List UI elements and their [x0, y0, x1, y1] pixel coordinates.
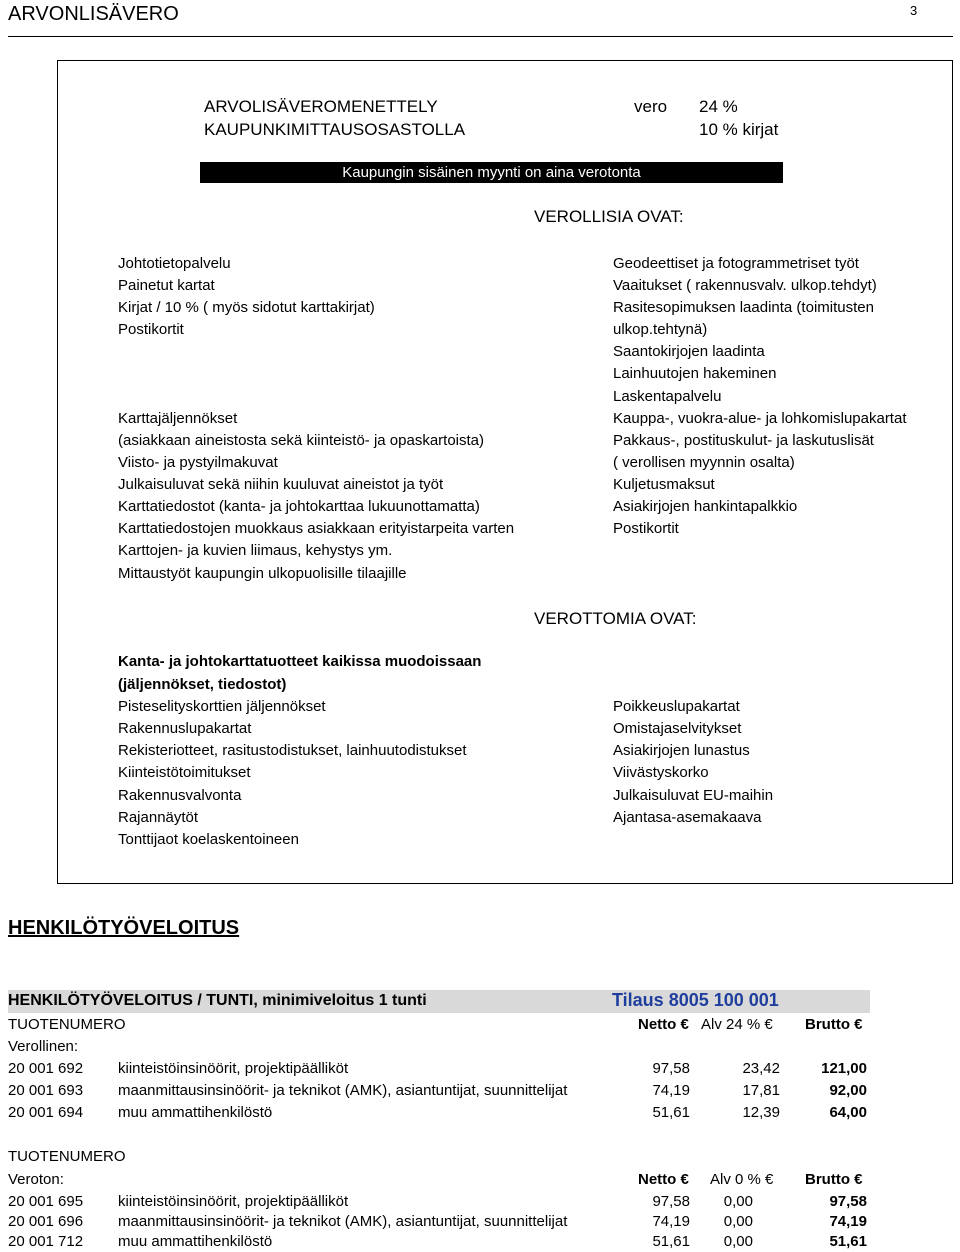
taxfree-heading: VEROTTOMIA OVAT: [534, 609, 697, 628]
row-desc: muu ammattihenkilöstö [118, 1105, 273, 1120]
taxable-left-item: Mittaustyöt kaupungin ulkopuolisille tilaajille [118, 565, 407, 582]
row-gross: 74,19 [829, 1213, 867, 1230]
internal-sales-banner: Kaupungin sisäinen myynti on aina verotonta [200, 162, 783, 183]
row-desc: muu ammattihenkilöstö [118, 1234, 273, 1249]
taxfree-bold-line-2: (jäljennökset, tiedostot) [118, 676, 287, 693]
taxable-left-item: Karttojen- ja kuvien liimaus, kehystys ym. [118, 542, 393, 559]
taxable-right-item: Saantokirjojen laadinta [613, 343, 765, 360]
taxable-right-item: Pakkaus-, postituskulut- ja laskutuslisät [613, 432, 874, 449]
row-net: 97,58 [652, 1193, 690, 1210]
taxfree-type-label: Veroton: [8, 1171, 64, 1188]
taxfree-right-item: Ajantasa-asemakaava [613, 809, 762, 826]
taxable-right-item: Laskentapalvelu [613, 388, 722, 405]
taxable-right-item: ulkop.tehtynä) [613, 321, 708, 338]
taxfree-left-item: Tonttijaot koelaskentoineen [118, 831, 299, 848]
row-code: 20 001 712 [8, 1233, 84, 1250]
taxable-right-item: Postikortit [613, 520, 679, 537]
taxable-left-item: Viisto- ja pystyilmakuvat [118, 454, 278, 471]
page-number: 3 [910, 3, 918, 18]
taxable-left-item: Postikortit [118, 321, 184, 338]
row-code: 20 001 692 [8, 1060, 84, 1077]
row-code: 20 001 694 [8, 1104, 84, 1121]
header-line-2: KAUPUNKIMITTAUSOSASTOLLA [204, 120, 466, 139]
row-gross: 64,00 [829, 1104, 867, 1121]
taxable-right-item: Vaaitukset ( rakennusvalv. ulkop.tehdyt) [613, 277, 877, 294]
price-table-title: HENKILÖTYÖVELOITUS / TUNTI, minimiveloitus 1 tunti [8, 992, 427, 1009]
taxfree-left-item: Pisteselityskorttien jäljennökset [118, 698, 326, 715]
row-net: 51,61 [652, 1104, 690, 1121]
taxable-heading: VEROLLISIA OVAT: [534, 207, 684, 226]
row-desc: kiinteistöinsinöörit, projektipäälliköt [118, 1194, 349, 1209]
col-vat-header: Alv 0 % € [710, 1171, 774, 1188]
taxable-left-item: Julkaisuluvat sekä niihin kuuluvat aineistot ja työt [118, 476, 444, 493]
taxable-left-item: Karttatiedostot (kanta- ja johtokarttaa lukuunottamatta) [118, 498, 480, 515]
taxable-right-item: Kuljetusmaksut [613, 476, 715, 493]
taxfree-right-item: Omistajaselvitykset [613, 720, 742, 737]
row-vat: 0,00 [723, 1233, 753, 1250]
taxable-type-label: Verollinen: [8, 1038, 79, 1055]
taxfree-left-item: Kiinteistötoimitukset [118, 764, 251, 781]
col-gross-header: Brutto € [805, 1016, 863, 1033]
taxfree-bold-line-1: Kanta- ja johtokarttatuotteet kaikissa muodoissaan [118, 653, 482, 670]
vero-rate: 24 % [699, 97, 738, 116]
taxfree-left-item: Rajannäytöt [118, 809, 199, 826]
vat-frame [57, 60, 953, 884]
row-net: 74,19 [652, 1082, 690, 1099]
row-desc: maanmittausinsinöörit- ja teknikot (AMK), asiantuntijat, suunnittelijat [118, 1214, 568, 1229]
row-vat: 17,81 [742, 1082, 780, 1099]
col-net-header: Netto € [638, 1016, 689, 1033]
taxable-right-item: Rasitesopimuksen laadinta (toimitusten [613, 299, 874, 316]
taxfree-right-item: Viivästyskorko [613, 764, 709, 781]
page-title: ARVONLISÄVERO [8, 3, 179, 25]
row-code: 20 001 693 [8, 1082, 84, 1099]
row-net: 51,61 [652, 1233, 690, 1250]
row-gross: 121,00 [821, 1060, 867, 1077]
taxable-left-item: Painetut kartat [118, 277, 215, 294]
product-number-label: TUOTENUMERO [8, 1016, 126, 1033]
row-gross: 51,61 [829, 1233, 867, 1250]
row-gross: 92,00 [829, 1082, 867, 1099]
col-vat-header: Alv 24 % € [701, 1016, 773, 1033]
row-net: 74,19 [652, 1213, 690, 1230]
taxfree-right-item: Julkaisuluvat EU-maihin [613, 787, 774, 804]
taxfree-left-item: Rakennusvalvonta [118, 787, 242, 804]
product-number-label: TUOTENUMERO [8, 1148, 126, 1165]
vero-label: vero [634, 97, 668, 116]
taxable-left-item: Karttajäljennökset [118, 410, 238, 427]
row-desc: maanmittausinsinöörit- ja teknikot (AMK), asiantuntijat, suunnittelijat [118, 1083, 568, 1098]
row-vat: 0,00 [723, 1193, 753, 1210]
order-number: Tilaus 8005 100 001 [612, 990, 779, 1010]
col-net-header: Netto € [638, 1171, 689, 1188]
taxable-right-item: Geodeettiset ja fotogrammetriset työt [613, 255, 859, 272]
row-code: 20 001 695 [8, 1193, 84, 1210]
row-vat: 12,39 [742, 1104, 780, 1121]
taxable-left-item: Karttatiedostojen muokkaus asiakkaan erityistarpeita varten [118, 520, 515, 537]
taxable-right-item: Kauppa-, vuokra-alue- ja lohkomislupakartat [613, 410, 907, 427]
row-vat: 0,00 [723, 1213, 753, 1230]
row-net: 97,58 [652, 1060, 690, 1077]
kirjat-rate: 10 % kirjat [699, 120, 779, 139]
taxable-left-item: (asiakkaan aineistosta sekä kiinteistö- ja opaskartoista) [118, 432, 485, 449]
taxfree-right-item: Poikkeuslupakartat [613, 698, 740, 715]
taxable-right-item: Lainhuutojen hakeminen [613, 365, 777, 382]
header-rule [8, 36, 953, 37]
taxable-right-item: ( verollisen myynnin osalta) [613, 454, 795, 471]
row-vat: 23,42 [742, 1060, 780, 1077]
col-gross-header: Brutto € [805, 1171, 863, 1188]
row-desc: kiinteistöinsinöörit, projektipäälliköt [118, 1061, 349, 1076]
taxable-left-item: Kirjat / 10 % ( myös sidotut karttakirjat) [118, 299, 375, 316]
taxable-right-item: Asiakirjojen hankintapalkkio [613, 498, 798, 515]
taxfree-left-item: Rakennuslupakartat [118, 720, 252, 737]
taxable-left-item: Johtotietopalvelu [118, 255, 231, 272]
header-line-1: ARVOLISÄVEROMENETTELY [204, 97, 438, 116]
personnel-heading: HENKILÖTYÖVELOITUS [8, 917, 240, 939]
row-gross: 97,58 [829, 1193, 867, 1210]
row-code: 20 001 696 [8, 1213, 84, 1230]
taxfree-left-item: Rekisteriotteet, rasitustodistukset, lainhuutodistukset [118, 742, 467, 759]
taxfree-right-item: Asiakirjojen lunastus [613, 742, 750, 759]
